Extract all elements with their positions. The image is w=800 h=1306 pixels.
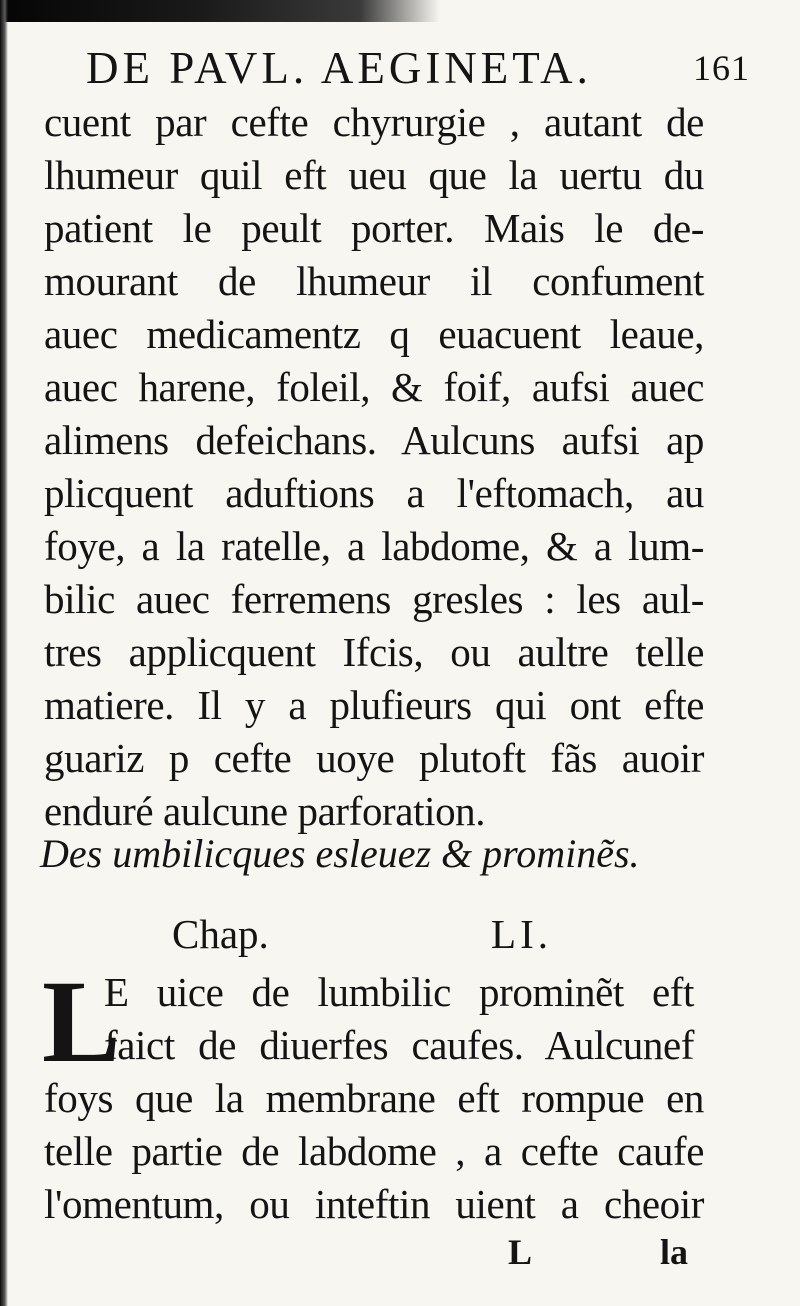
scan-shadow-left <box>0 0 8 1306</box>
running-head: DE PAVL. AEGINETA. <box>86 43 592 93</box>
text-line: foys que la membrane eft rompue en <box>44 1075 704 1121</box>
catchword: la <box>660 1232 689 1272</box>
signature-mark: L <box>508 1232 533 1272</box>
chapter-label <box>172 906 552 962</box>
text-line: guariz p cefte uoye plutoft fãs auoir <box>44 735 704 781</box>
text-line: matiere. Il y a plufieurs qui ont efte <box>44 682 704 728</box>
text-line: mourant de lhumeur il confument <box>44 258 704 304</box>
drop-cap: L <box>42 956 121 1087</box>
chapter-title: Des umbilicques esleuez & prominẽs. <box>40 831 640 876</box>
scan-shadow-top <box>0 0 800 22</box>
text-line: cuent par cefte chyrurgie , autant de <box>44 99 704 145</box>
text-line: l'omentum, ou inteftin uient a cheoir <box>44 1181 704 1227</box>
text-line: enduré aulcune parforation. <box>44 788 486 834</box>
text-line: telle partie de labdome , a cefte caufe <box>44 1128 704 1174</box>
page-header <box>86 38 760 98</box>
text-line: bilic auec ferremens gresles : les aul- <box>44 576 704 622</box>
text-line: plicquent aduftions a l'eftomach, au <box>44 470 704 516</box>
folio-number: 161 <box>693 48 750 88</box>
text-line: auec medicamentz q euacuent leaue, <box>44 311 704 357</box>
text-line: patient le peult porter. Mais le de- <box>44 205 704 251</box>
page-footer <box>0 1222 800 1282</box>
text-line: alimens defeichans. Aulcuns aufsi ap <box>44 417 704 463</box>
chapter-text <box>44 1072 704 1231</box>
chapter-text-indented <box>104 966 694 1072</box>
text-line: foye, a la ratelle, a labdome, & a lum- <box>44 523 704 569</box>
text-line: auec harene, foleil, & foif, aufsi auec <box>44 364 704 410</box>
text-line: lhumeur quil eft ueu que la uertu du <box>44 152 704 198</box>
chapter-word: Chap. <box>172 911 269 957</box>
text-line: E uice de lumbilic prominẽt eft <box>104 969 694 1015</box>
chapter-number: LI. <box>491 911 552 957</box>
body-text-upper <box>44 96 704 838</box>
text-line: faict de diuerfes caufes. Aulcunef <box>104 1022 694 1068</box>
text-line: tres applicquent Ifcis, ou aultre telle <box>44 629 704 675</box>
